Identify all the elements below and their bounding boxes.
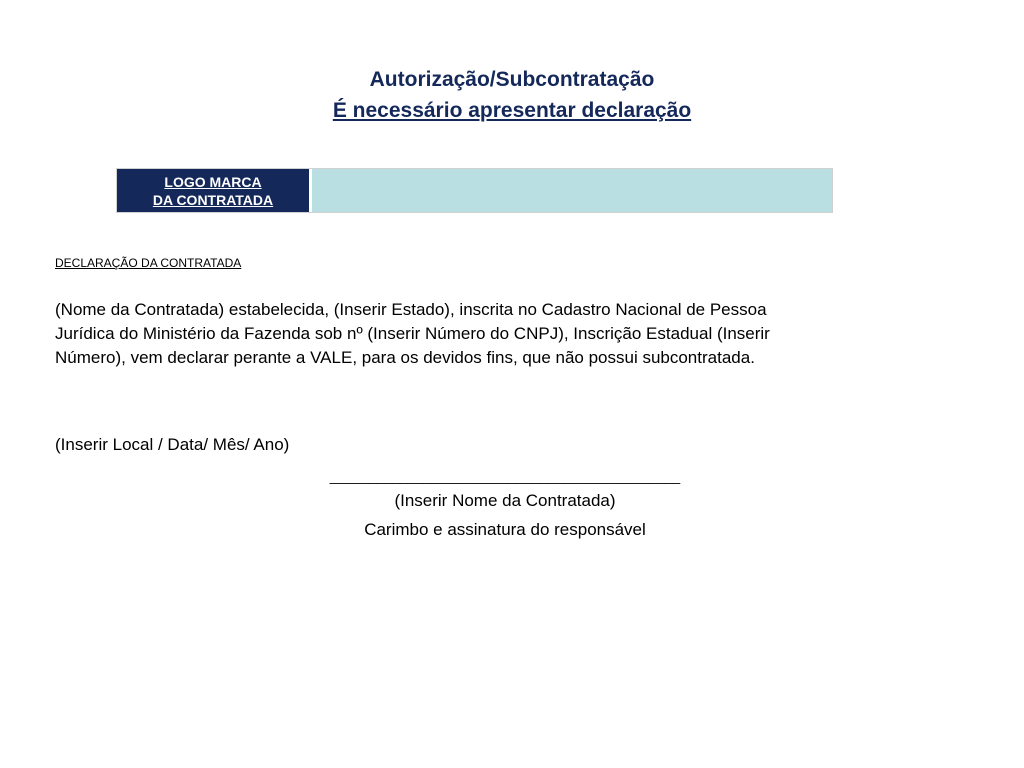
logo-table (116, 168, 833, 213)
place-date-line: (Inserir Local / Data/ Mês/ Ano) (55, 435, 290, 454)
declaration-body (55, 298, 955, 370)
page-title: Autorização/Subcontratação (369, 68, 655, 91)
signature-block (0, 466, 1010, 544)
title-block (0, 64, 1024, 126)
page-subtitle: É necessário apresentar declaração (332, 99, 692, 122)
contractor-name-cell (312, 169, 832, 212)
signature-caption: Carimbo e assinatura do responsável (364, 520, 646, 539)
logo-label-line1: LOGO MARCA (164, 173, 262, 190)
declaration-body-line: Número), vem declarar perante a VALE, para os devidos fins, que não possui subcontratada. (55, 348, 755, 367)
logo-label-line2: DA CONTRATADA (152, 191, 274, 208)
signatory-name: (Inserir Nome da Contratada) (394, 491, 616, 510)
declaration-heading: DECLARAÇÃO DA CONTRATADA (55, 256, 242, 270)
logo-placeholder-cell (117, 169, 309, 212)
declaration-body-line: (Nome da Contratada) estabelecida, (Inserir Estado), inscrita no Cadastro Nacional de Pessoa (55, 300, 767, 319)
signature-line: _____________________________________________ (329, 468, 681, 484)
declaration-body-line: Jurídica do Ministério da Fazenda sob nº (Inserir Número do CNPJ), Inscrição Estadual (Inserir (55, 324, 770, 343)
